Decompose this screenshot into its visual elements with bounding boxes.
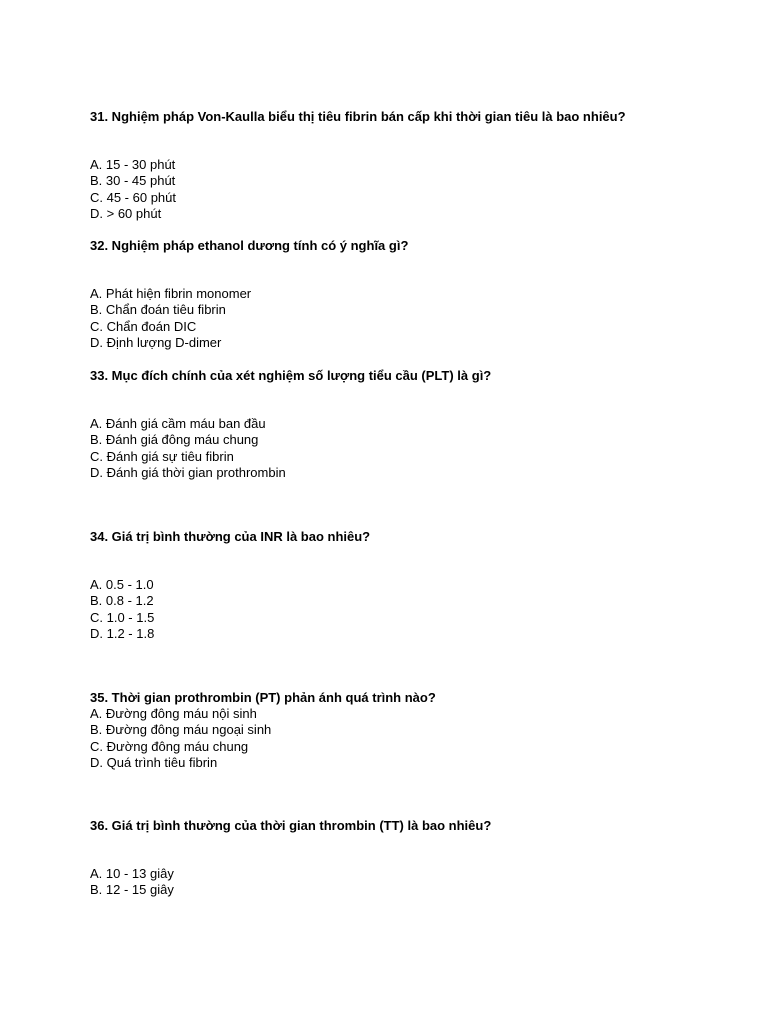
question-title: 33. Mục đích chính của xét nghiệm số lượng tiểu cầu (PLT) là gì? [90,368,492,383]
option-d: D. Định lượng D-dimer [90,335,222,351]
option-d: D. 1.2 - 1.8 [90,626,155,642]
option-d: D. > 60 phút [90,206,162,222]
question-34 [90,529,730,643]
option-b: B. Đường đông máu ngoại sinh [90,722,272,738]
option-c: C. Đánh giá sự tiêu fibrin [90,448,234,464]
option-list [90,706,730,772]
option-c: C. Đường đông máu chung [90,738,249,754]
option-b: B. 30 - 45 phút [90,173,176,189]
question-32 [90,238,730,352]
question-31 [90,109,730,223]
question-35 [90,690,730,772]
option-b: B. Chẩn đoán tiêu fibrin [90,302,226,318]
option-list [90,416,730,482]
option-d: D. Quá trình tiêu fibrin [90,755,218,771]
option-c: C. 45 - 60 phút [90,189,176,205]
option-a: A. 15 - 30 phút [90,157,176,172]
option-list [90,577,730,643]
option-list [90,157,730,223]
option-c: C. 1.0 - 1.5 [90,609,155,625]
option-a: A. Đánh giá cầm máu ban đầu [90,416,266,431]
option-b: B. Đánh giá đông máu chung [90,432,259,448]
option-list [90,286,730,352]
option-list [90,866,730,899]
question-title: 32. Nghiệm pháp ethanol dương tính có ý nghĩa gì? [90,238,409,253]
option-b: B. 0.8 - 1.2 [90,593,154,609]
option-a: A. Đường đông máu nội sinh [90,706,257,721]
option-a: A. Phát hiện fibrin monomer [90,286,252,301]
question-title: 36. Giá trị bình thường của thời gian thrombin (TT) là bao nhiêu? [90,818,492,833]
question-title: 34. Giá trị bình thường của INR là bao nhiêu? [90,529,371,544]
question-36 [90,818,730,899]
option-b: B. 12 - 15 giây [90,882,174,898]
option-d: D. Đánh giá thời gian prothrombin [90,465,286,481]
option-c: C. Chẩn đoán DIC [90,318,197,334]
option-a: A. 10 - 13 giây [90,866,174,881]
question-33 [90,368,730,482]
question-title: 31. Nghiệm pháp Von-Kaulla biểu thị tiêu fibrin bán cấp khi thời gian tiêu là bao nhiêu? [90,109,626,124]
option-a: A. 0.5 - 1.0 [90,577,154,592]
question-title: 35. Thời gian prothrombin (PT) phản ánh quá trình nào? [90,690,436,705]
